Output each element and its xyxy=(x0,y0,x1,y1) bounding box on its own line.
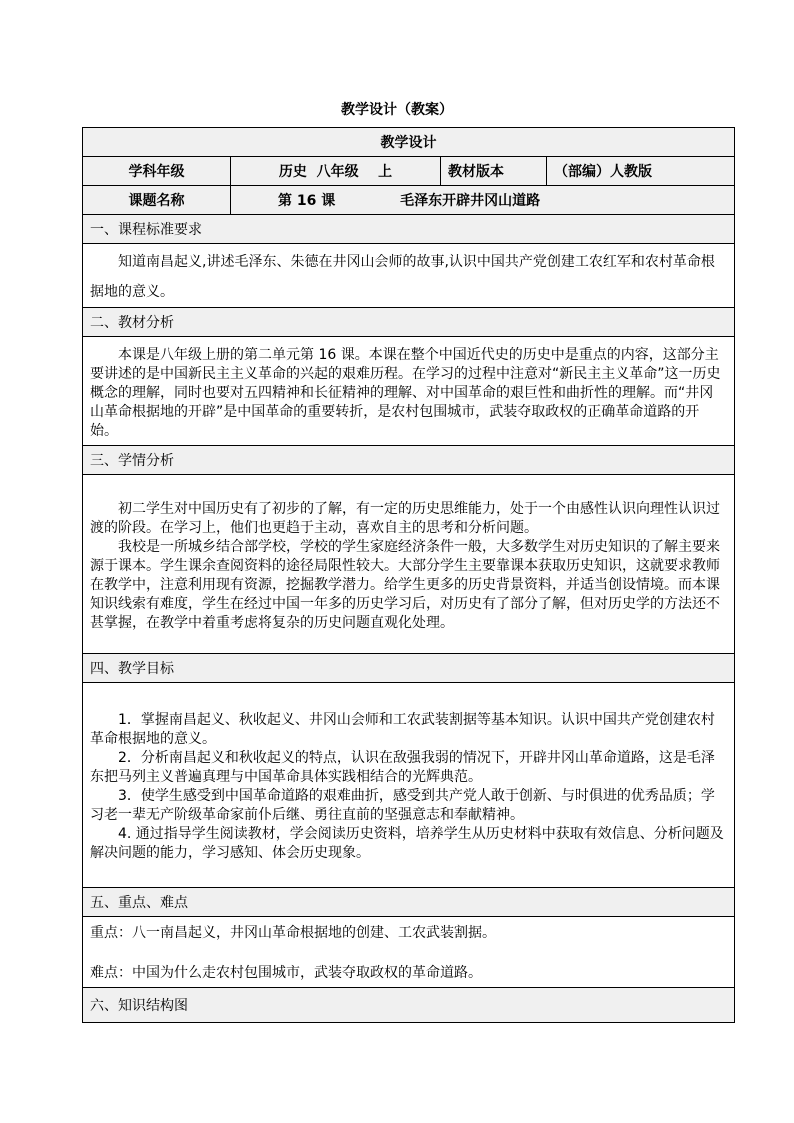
paragraph: 初二学生对中国历史有了初步的了解，有一定的历史思维能力，处于一个由感性认识向理性认识过渡的阶段。在学习上，他们也更趋于主动，喜欢自主的思考和分析问题。 xyxy=(90,500,720,536)
lesson-row xyxy=(83,186,735,215)
section-heading: 五、重点、难点 xyxy=(83,888,735,917)
table-header: 教学设计 xyxy=(83,128,735,157)
section-textbook-body xyxy=(83,337,735,446)
section-students-body xyxy=(83,475,735,654)
section-heading: 六、知识结构图 xyxy=(83,988,735,1023)
key-point: 重点：八一南昌起义，井冈山革命根据地的创建、工农武装割据。 xyxy=(90,925,496,941)
section-standards-body xyxy=(83,244,735,308)
section-objectives-body xyxy=(83,683,735,888)
table-header-row xyxy=(83,128,735,157)
section-structure-heading-row xyxy=(83,988,735,1023)
lesson-number: 第 16 课 xyxy=(278,193,336,209)
subject-label: 学科年级 xyxy=(83,157,231,186)
section-keypoints-body-row xyxy=(83,917,735,988)
page-title: 教学设计（教案） xyxy=(341,102,453,118)
difficult-point: 难点：中国为什么走农村包围城市，武装夺取政权的革命道路。 xyxy=(90,965,482,981)
section-keypoints-body xyxy=(83,917,735,988)
section-objectives-heading-row xyxy=(83,654,735,683)
lesson-title: 毛泽东开辟井冈山道路 xyxy=(400,193,541,209)
spacer xyxy=(90,943,727,963)
section-textbook-heading-row xyxy=(83,308,735,337)
paragraph: 1．掌握南昌起义、秋收起义、井冈山会师和工农武装割据等基本知识。认识中国共产党创建农村革命根据地的意义。 xyxy=(90,712,715,747)
subject-value: 历史 八年级 上 xyxy=(231,157,441,186)
section-heading: 四、教学目标 xyxy=(83,654,735,683)
section-heading: 三、学情分析 xyxy=(83,446,735,475)
section-heading: 二、教材分析 xyxy=(83,308,735,337)
edition-value: （部编）人教版 xyxy=(547,157,735,186)
paragraph: 4. 通过指导学生阅读教材，学会阅读历史资料，培养学生从历史材料中获取有效信息、分析问题及解决问题的能力，学习感知、体会历史现象。 xyxy=(90,826,724,861)
section-keypoints-heading-row xyxy=(83,888,735,917)
subject-row xyxy=(83,157,735,186)
section-standards-body-row xyxy=(83,244,735,308)
paragraph: 3．使学生感受到中国革命道路的艰难曲折，感受到共产党人敢于创新、与时俱进的优秀品质；学习老一辈无产阶级革命家前仆后继、勇往直前的坚强意志和奉献精神。 xyxy=(90,788,715,823)
edition-label: 教材版本 xyxy=(441,157,547,186)
paragraph: 2．分析南昌起义和秋收起义的特点，认识在敌强我弱的情况下，开辟井冈山革命道路，这是毛泽东把马列主义普遍真理与中国革命具体实践相结合的光辉典范。 xyxy=(90,750,715,785)
section-students-body-row xyxy=(83,475,735,654)
section-students-heading-row xyxy=(83,446,735,475)
paragraph: 本课是八年级上册的第二单元第 16 课。本课在整个中国近代史的历史中是重点的内容，这部分主要讲述的是中国新民主主义革命的兴起的艰难历程。在学习的过程中注意对“新民主主义革命”这一历史概念的理解，同时也要对五四精神和长征精神的理解、对中国革命的艰巨性和曲折性的理解。而“井冈山革命根据地的开辟”是中国革命的重要转折，是农村包围城市，武装夺取政权的正确革命道路的开始。 xyxy=(90,346,721,439)
lesson-cell xyxy=(231,186,735,215)
lesson-plan-table xyxy=(82,127,735,1023)
lesson-label: 课题名称 xyxy=(83,186,231,215)
section-heading: 一、课程标准要求 xyxy=(83,215,735,244)
paragraph: 我校是一所城乡结合部学校，学校的学生家庭经济条件一般，大多数学生对历史知识的了解主要来源于课本。学生课余查阅资料的途径局限性较大。大部分学生主要靠课本获取历史知识，这就要求教师在教学中，注意利用现有资源，挖掘教学潜力。给学生更多的历史背景资料，并适当创设情境。而本课知识线索有难度，学生在经过中国一年多的历史学习后，对历史有了部分了解，但对历史学的方法还不甚掌握，在教学中着重考虑将复杂的历史问题直观化处理。 xyxy=(90,538,720,631)
section-textbook-body-row xyxy=(83,337,735,446)
paragraph: 知道南昌起义,讲述毛泽东、朱德在井冈山会师的故事,认识中国共产党创建工农红军和农村革命根据地的意义。 xyxy=(90,253,715,300)
section-objectives-body-row xyxy=(83,683,735,888)
section-standards-heading-row xyxy=(83,215,735,244)
